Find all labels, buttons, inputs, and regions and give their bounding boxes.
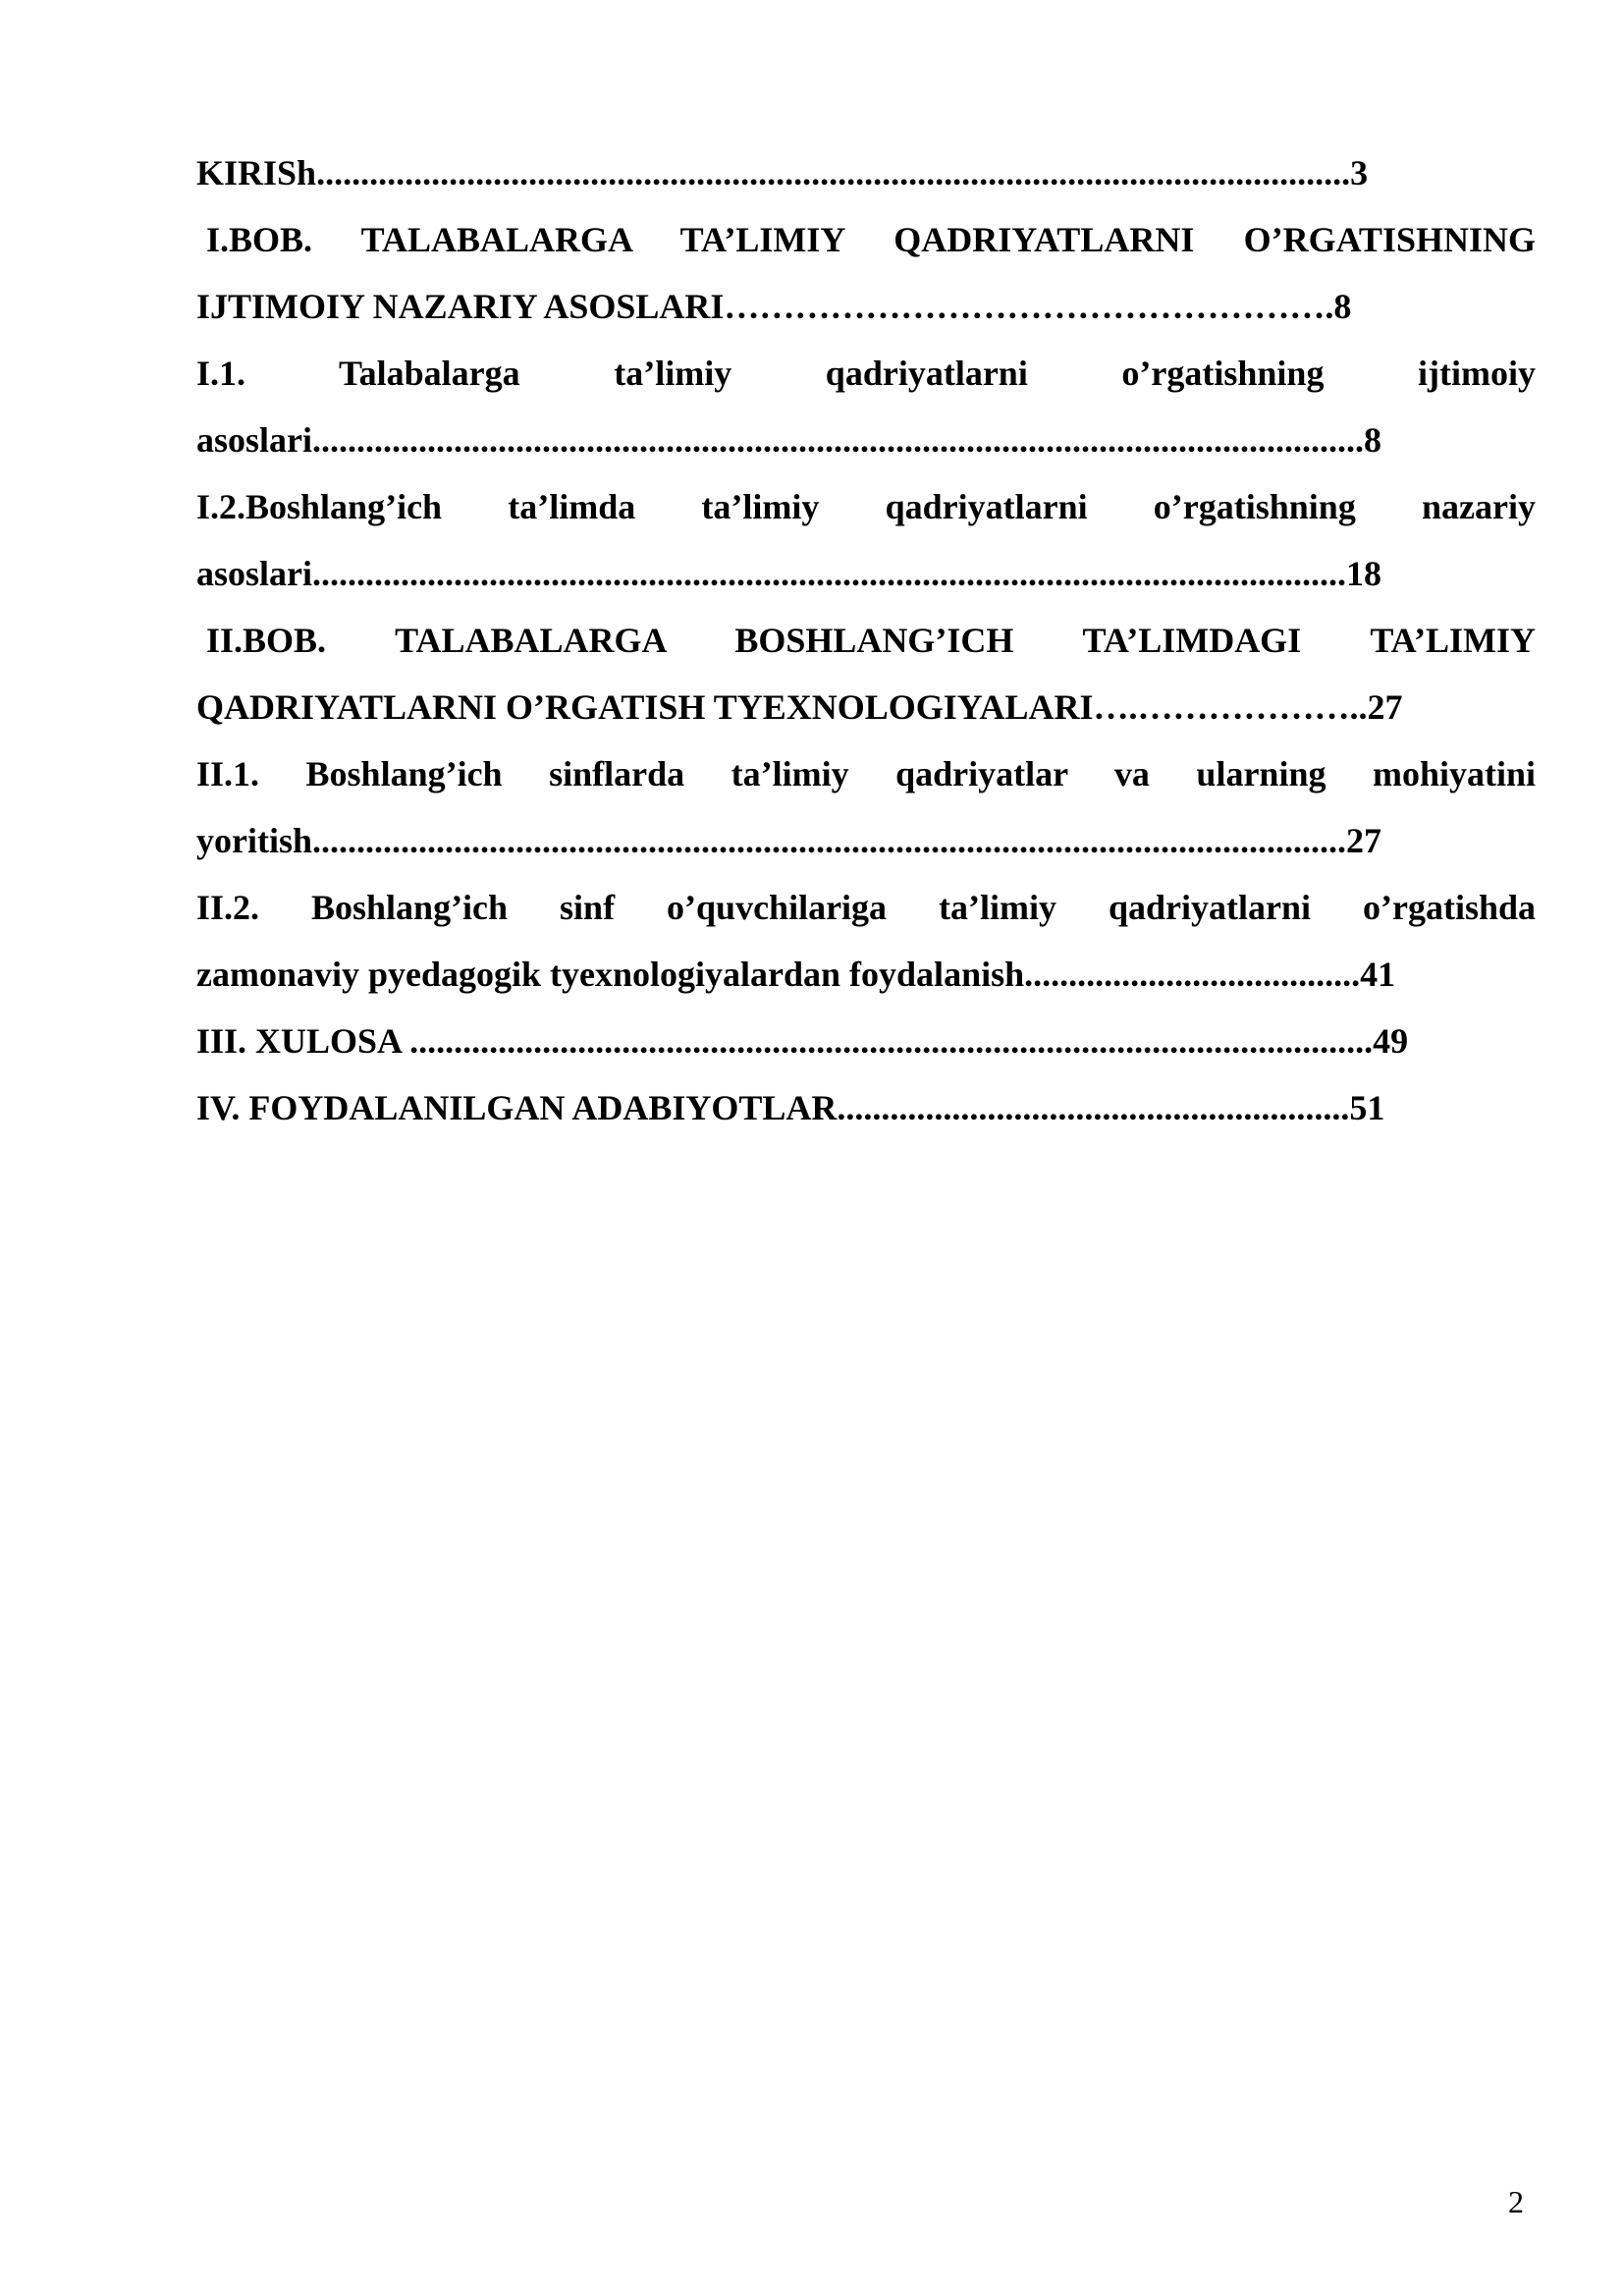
toc-line-section-1-1: I.1. Talabalarga ta’limiy qadriyatlarni o’rgatishning ijtimoiy <box>196 354 1536 393</box>
toc-line-section-2-1-cont: yoritish.....................................................................................................................27 <box>196 821 1382 860</box>
toc-line-section-2-2: II.2. Boshlang’ich sinf o’quvchilariga ta’limiy qadriyatlarni o’rgatishda <box>196 888 1536 927</box>
toc-line-chapter-1-title-cont: IJTIMOIY NAZARIY ASOSLARI…………………………………………….8 <box>196 287 1352 326</box>
toc-line-references: IV. FOYDALANILGAN ADABIYOTLAR..........................................................51 <box>196 1088 1385 1127</box>
toc-line-section-1-2: I.2.Boshlang’ich ta’limda ta’limiy qadriyatlarni o’rgatishning nazariy <box>196 487 1536 526</box>
page-number: 2 <box>1508 2184 1524 2219</box>
toc-line-chapter-2-title-cont: QADRIYATLARNI O’RGATISH TYEXNOLOGIYALARI….………………..27 <box>196 687 1403 727</box>
toc-line-section-2-2-cont: zamonaviy pyedagogik tyexnologiyalardan foydalanish......................................41 <box>196 955 1396 994</box>
table-of-contents <box>196 139 1536 1141</box>
toc-line-intro: KIRISh.....................................................................................................................3 <box>196 153 1369 192</box>
toc-line-section-1-1-cont: asoslari.......................................................................................................................8 <box>196 420 1382 460</box>
toc-line-chapter-2-title: II.BOB. TALABALARGA BOSHLANG’ICH TA’LIMDAGI TA’LIMIY <box>206 621 1536 660</box>
toc-line-section-1-2-cont: asoslari.....................................................................................................................18 <box>196 554 1382 593</box>
toc-line-section-2-1: II.1. Boshlang’ich sinflarda ta’limiy qadriyatlar va ularning mohiyatini <box>196 754 1536 793</box>
toc-line-conclusion: III. XULOSA .............................................................................................................49 <box>196 1021 1409 1061</box>
toc-line-chapter-1-title: I.BOB. TALABALARGA TA’LIMIY QADRIYATLARNI O’RGATISHNING <box>206 220 1536 259</box>
